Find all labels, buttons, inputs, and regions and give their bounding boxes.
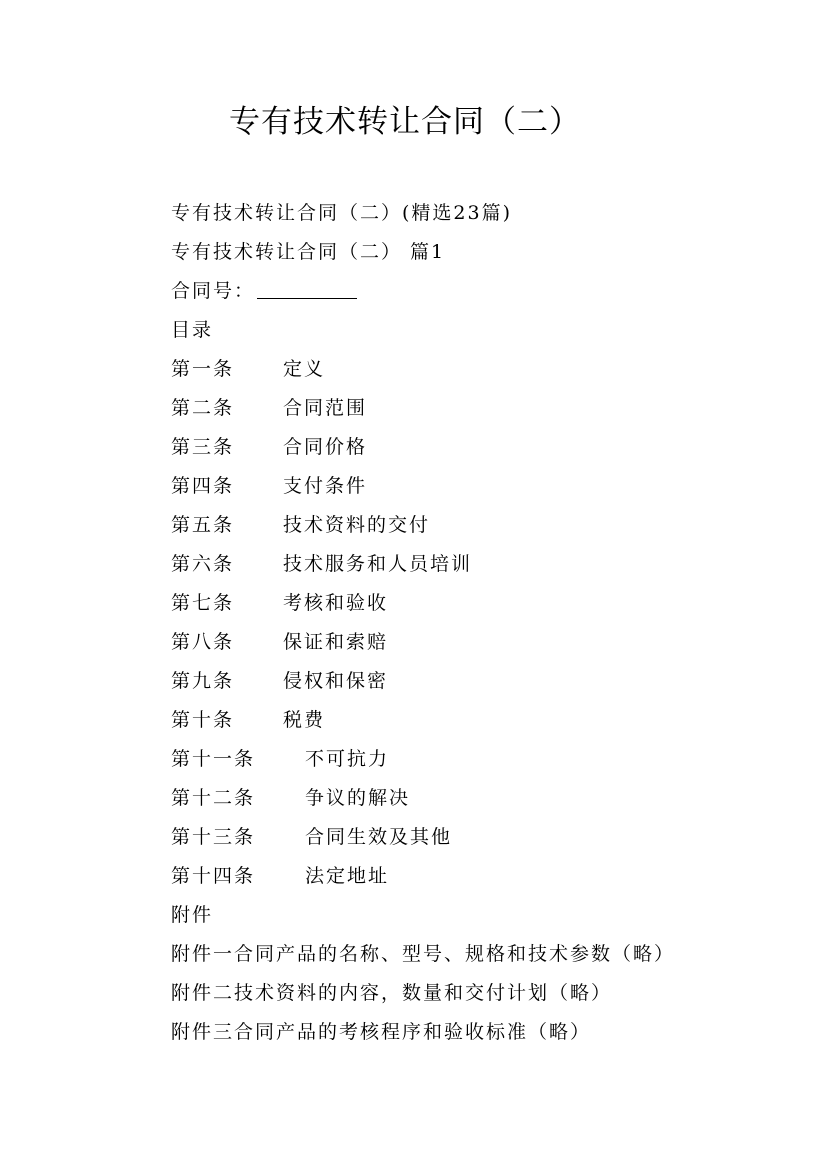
toc-item-title: 合同范围 bbox=[283, 397, 368, 419]
toc-heading: 目录 bbox=[171, 319, 214, 341]
document-title: 专有技术转让合同（二） bbox=[229, 104, 581, 140]
toc-item-number: 第八条 bbox=[171, 631, 235, 653]
toc-item-number: 第五条 bbox=[171, 514, 235, 536]
toc-item-number: 第十三条 bbox=[171, 826, 256, 848]
toc-item-title: 技术服务和人员培训 bbox=[283, 553, 473, 575]
contract-number-line bbox=[171, 272, 791, 311]
toc-item-title: 税费 bbox=[283, 709, 326, 731]
toc-item-title: 支付条件 bbox=[283, 475, 368, 497]
toc-item-number: 第一条 bbox=[171, 358, 235, 380]
toc-item-number: 第四条 bbox=[171, 475, 235, 497]
appendix-item: 附件二技术资料的内容，数量和交付计划（略） bbox=[171, 982, 613, 1004]
toc-item-number: 第二条 bbox=[171, 397, 235, 419]
toc-item-title: 法定地址 bbox=[305, 865, 390, 887]
toc-item-number: 第六条 bbox=[171, 553, 235, 575]
appendix-item: 附件三合同产品的考核程序和验收标准（略） bbox=[171, 1021, 592, 1043]
toc-item-number: 第十一条 bbox=[171, 748, 256, 770]
toc-item-number: 第九条 bbox=[171, 670, 235, 692]
contract-number-blank bbox=[257, 274, 357, 299]
toc-item bbox=[171, 428, 791, 467]
toc-item-title: 考核和验收 bbox=[283, 592, 389, 614]
toc-item-number: 第十条 bbox=[171, 709, 235, 731]
toc-item-title: 争议的解决 bbox=[305, 787, 411, 809]
contract-number-label: 合同号： bbox=[171, 280, 256, 302]
toc-item-title: 合同生效及其他 bbox=[305, 826, 453, 848]
toc-item bbox=[171, 623, 791, 662]
toc-item-title: 合同价格 bbox=[283, 436, 368, 458]
toc-item bbox=[171, 818, 791, 857]
section-heading: 专有技术转让合同（二） 篇1 bbox=[171, 241, 446, 263]
toc-item-number: 第三条 bbox=[171, 436, 235, 458]
toc-item-title: 定义 bbox=[283, 358, 326, 380]
toc-item-number: 第七条 bbox=[171, 592, 235, 614]
appendix-heading: 附件 bbox=[171, 904, 214, 926]
document-body bbox=[171, 194, 791, 1052]
toc-item bbox=[171, 857, 791, 896]
toc-item bbox=[171, 389, 791, 428]
toc-item bbox=[171, 545, 791, 584]
toc-item-number: 第十二条 bbox=[171, 787, 256, 809]
document-subtitle: 专有技术转让合同（二）(精选23篇) bbox=[171, 202, 513, 224]
toc-item bbox=[171, 701, 791, 740]
toc-item bbox=[171, 467, 791, 506]
toc-item bbox=[171, 350, 791, 389]
toc-item bbox=[171, 506, 791, 545]
toc-item bbox=[171, 584, 791, 623]
toc-item-title: 侵权和保密 bbox=[283, 670, 389, 692]
toc-item bbox=[171, 662, 791, 701]
toc-item bbox=[171, 779, 791, 818]
appendix-item: 附件一合同产品的名称、型号、规格和技术参数（略） bbox=[171, 943, 676, 965]
toc-item-number: 第十四条 bbox=[171, 865, 256, 887]
toc-item bbox=[171, 740, 791, 779]
toc-item-title: 保证和索赔 bbox=[283, 631, 389, 653]
toc-item-title: 技术资料的交付 bbox=[283, 514, 431, 536]
toc-item-title: 不可抗力 bbox=[305, 748, 390, 770]
